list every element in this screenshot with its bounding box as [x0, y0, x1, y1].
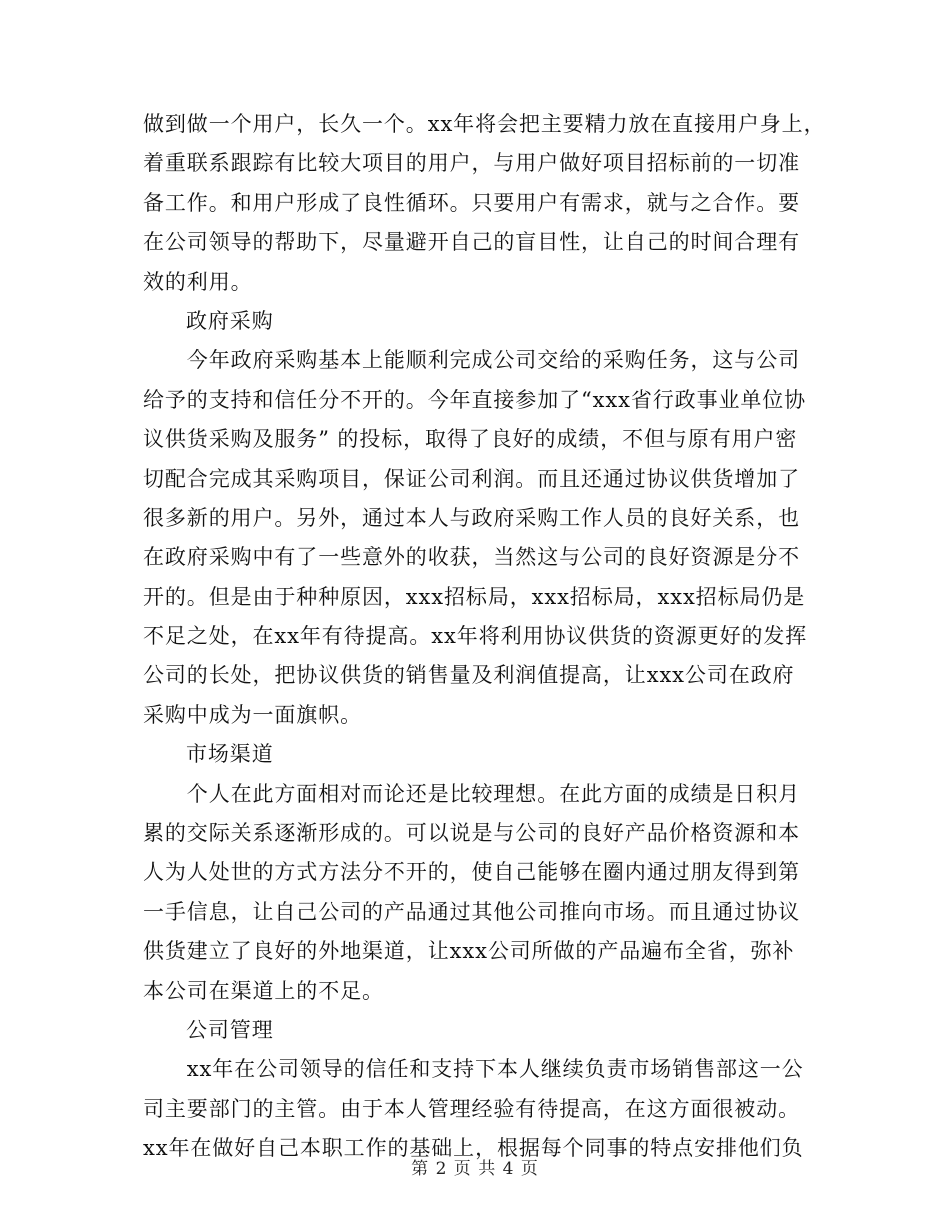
section-heading-company-management: 公司管理 [186, 1017, 274, 1042]
text-line: 个人在此方面相对而论还是比较理想。在此方面的成绩是日积月 [143, 781, 800, 806]
text-line: 司主要部门的主管。由于本人管理经验有待提高，在这方面很被动。 [143, 1096, 800, 1121]
text-line: 一手信息，让自己公司的产品通过其他公司推向市场。而且通过协议 [143, 899, 800, 924]
text-line: 供货建立了良好的外地渠道，让xxx公司所做的产品遍布全省，弥补 [143, 939, 795, 964]
text-line: 做到做一个用户，长久一个。xx年将会把主要精力放在直接用户身上， [143, 112, 826, 136]
text-line: 今年政府采购基本上能顺利完成公司交给的采购任务，这与公司 [143, 348, 800, 373]
section-heading-government-procurement: 政府采购 [186, 308, 274, 333]
page-number-footer: 第 2 页 共 4 页 [411, 1159, 539, 1179]
text-line: 不足之处，在xx年有待提高。xx年将利用协议供货的资源更好的发挥 [143, 624, 808, 649]
text-line: xx年在公司领导的信任和支持下本人继续负责市场销售部这一公 [143, 1057, 804, 1082]
text-line: 在政府采购中有了一些意外的收获，当然这与公司的良好资源是分不 [143, 545, 800, 570]
text-line: xx年在做好自己本职工作的基础上，根据每个同事的特点安排他们负 [143, 1136, 804, 1161]
text-line: 人为人处世的方式方法分不开的，使自己能够在圈内通过朋友得到第 [143, 860, 800, 885]
text-line: 给予的支持和信任分不开的。今年直接参加了“xxx省行政事业单位协 [143, 387, 807, 412]
text-line: 议供货采购及服务” 的投标，取得了良好的成绩，不但与原有用户密 [143, 427, 798, 452]
text-line: 累的交际关系逐渐形成的。可以说是与公司的良好产品价格资源和本 [143, 821, 800, 846]
text-line: 备工作。和用户形成了良性循环。只要用户有需求，就与之合作。要 [143, 190, 800, 215]
text-line: 采购中成为一面旗帜。 [143, 702, 362, 727]
text-line: 在公司领导的帮助下，尽量避开自己的盲目性，让自己的时间合理有 [143, 230, 800, 255]
text-line: 切配合完成其采购项目，保证公司利润。而且还通过协议供货增加了 [143, 466, 800, 491]
text-line: 很多新的用户。另外，通过本人与政府采购工作人员的良好关系，也 [143, 505, 800, 530]
text-line: 效的利用。 [143, 269, 253, 294]
text-line: 公司的长处，把协议供货的销售量及利润值提高，让xxx公司在政府 [143, 663, 795, 688]
text-line: 本公司在渠道上的不足。 [143, 978, 384, 1003]
text-line: 开的。但是由于种种原因，xxx招标局，xxx招标局，xxx招标局仍是 [143, 584, 806, 609]
document-body [143, 105, 826, 1169]
text-line: 着重联系跟踪有比较大项目的用户，与用户做好项目招标前的一切准 [143, 151, 800, 176]
section-heading-market-channels: 市场渠道 [186, 742, 274, 767]
